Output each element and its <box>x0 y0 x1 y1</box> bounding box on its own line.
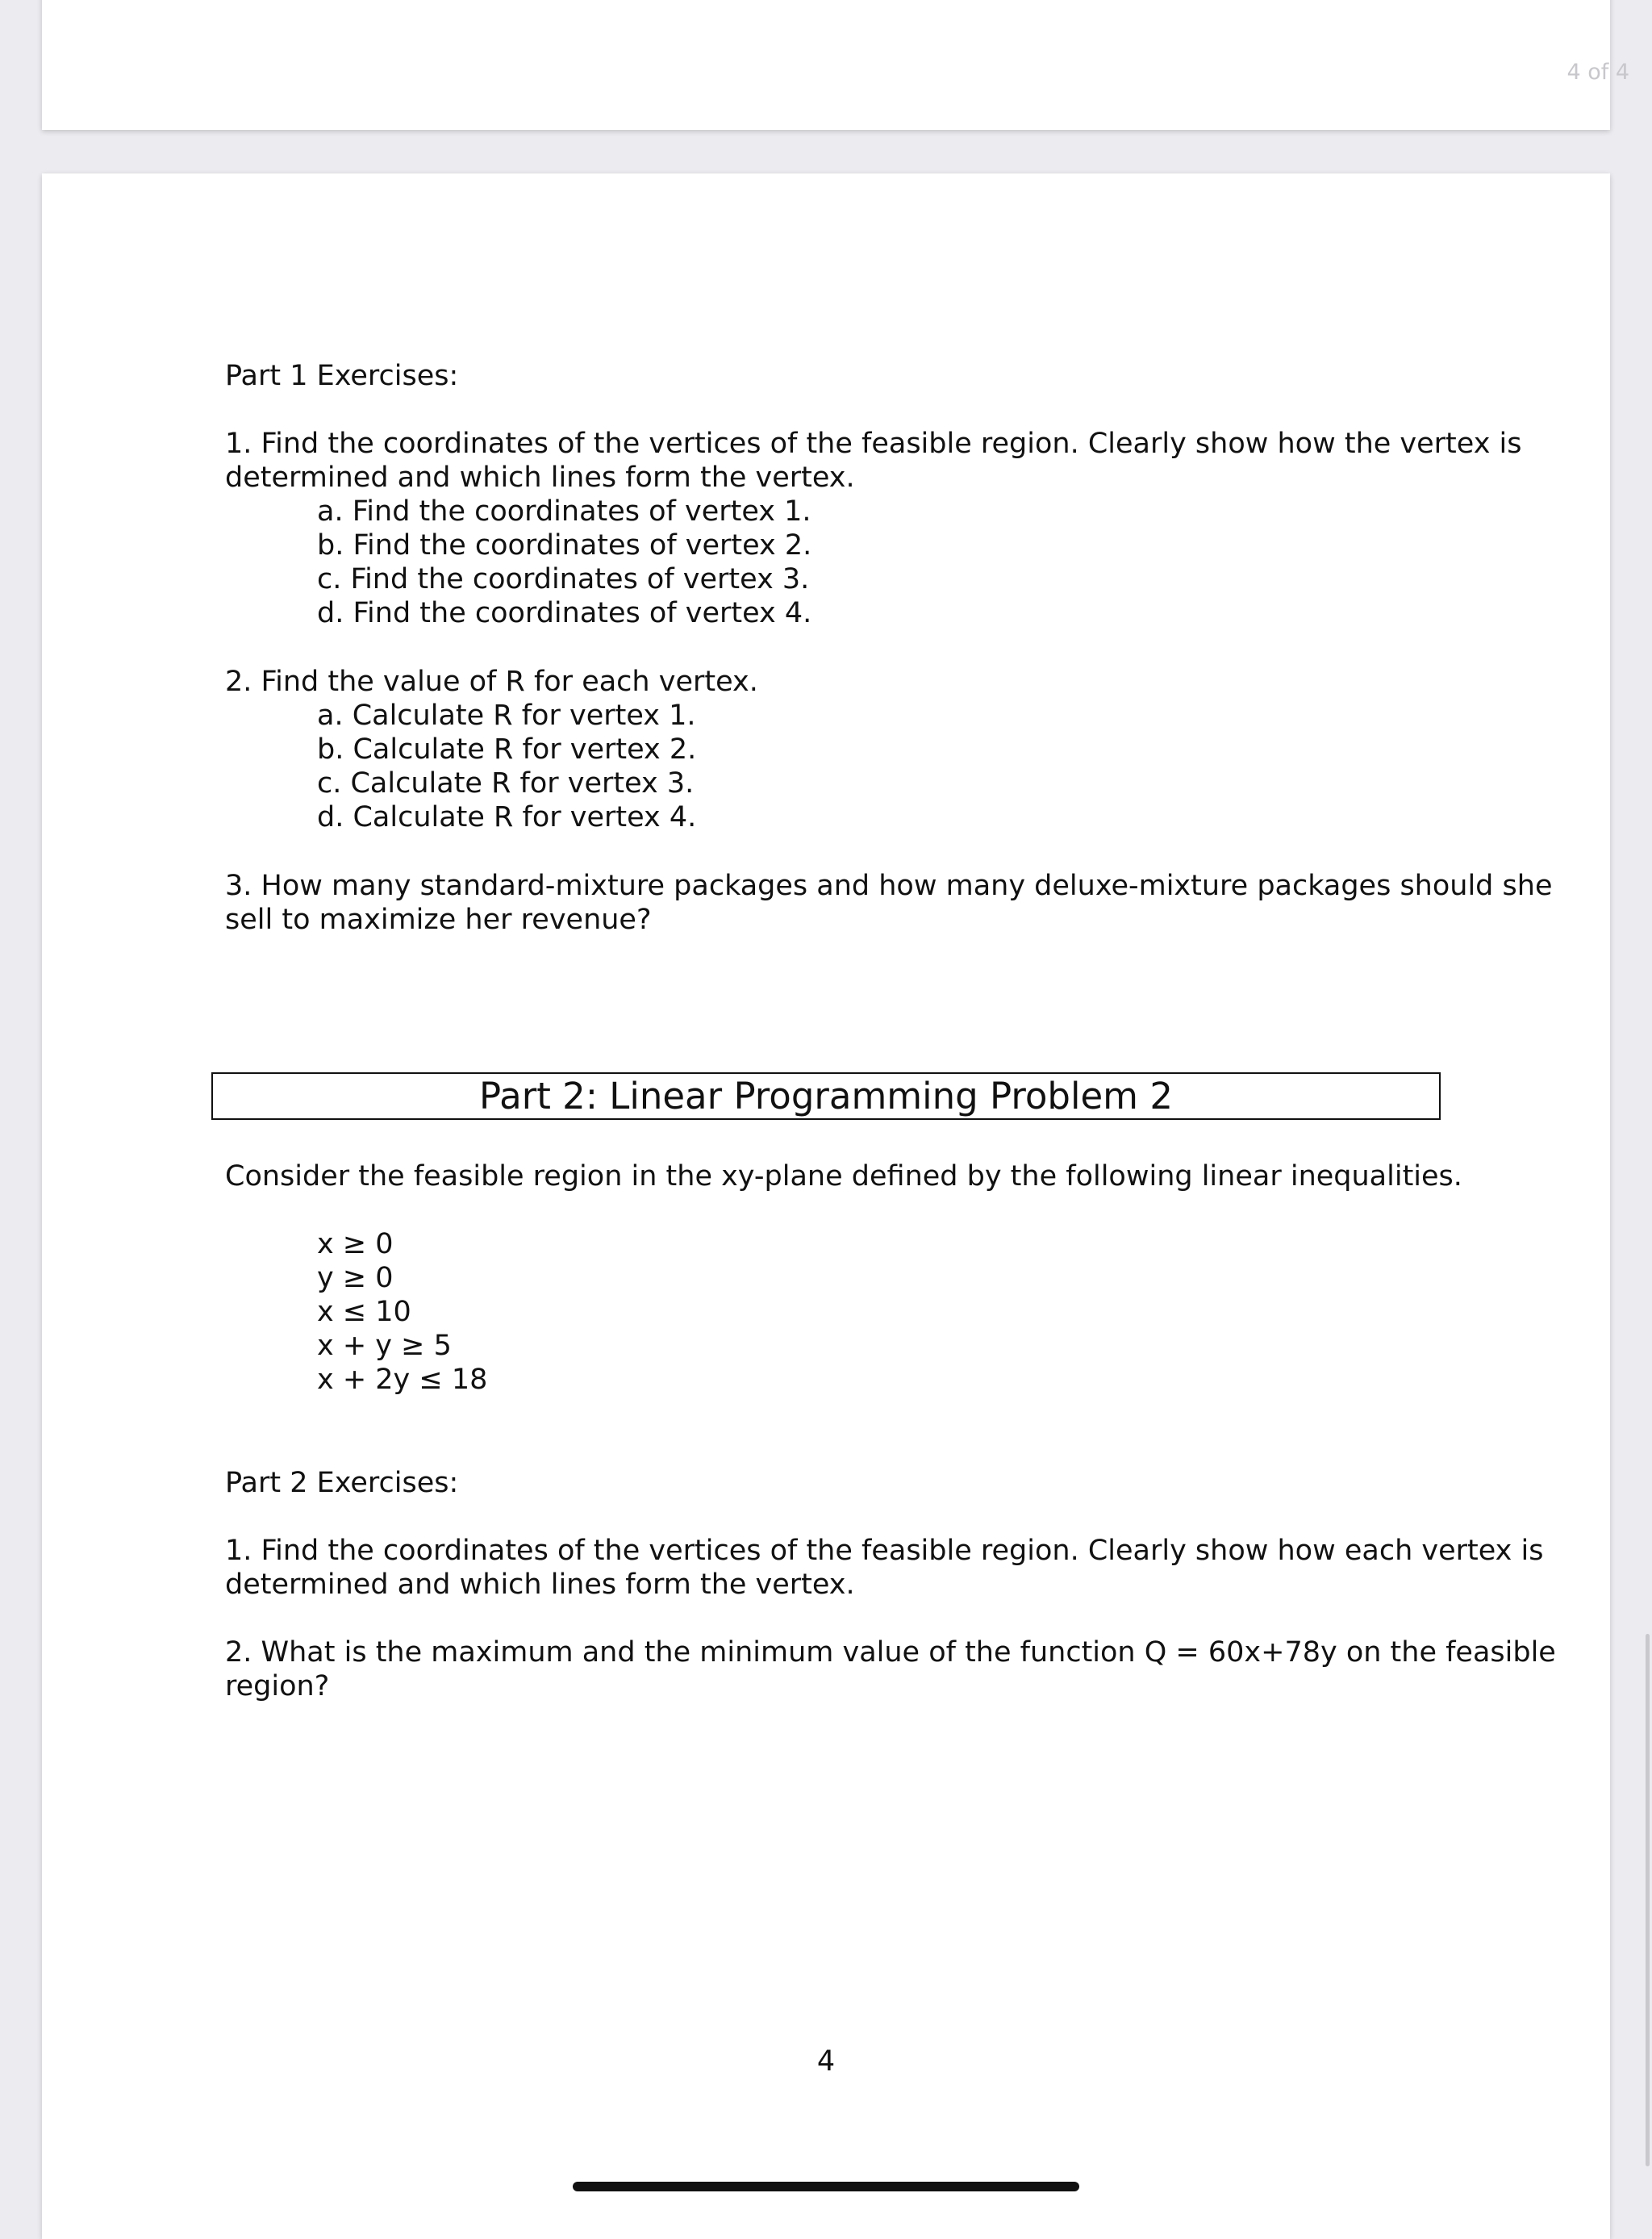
part2-title-box <box>211 1072 1441 1120</box>
part2-q1-line1: 1. Find the coordinates of the vertices of the feasible region. Clearly show how each vertex is <box>225 1535 1544 1567</box>
part1-q1-item-b: b. Find the coordinates of vertex 2. <box>317 529 812 562</box>
part1-q2-line1: 2. Find the value of R for each vertex. <box>225 666 758 698</box>
previous-page <box>42 0 1610 130</box>
page-counter: 4 of 4 <box>1566 60 1629 85</box>
part2-intro: Consider the feasible region in the xy-plane defined by the following linear inequalities. <box>225 1160 1462 1193</box>
part1-q2-item-a: a. Calculate R for vertex 1. <box>317 700 696 732</box>
part1-q1-item-a: a. Find the coordinates of vertex 1. <box>317 495 811 528</box>
part2-q2-line1: 2. What is the maximum and the minimum value of the function Q = 60x+78y on the feasible <box>225 1636 1556 1669</box>
part1-q1-item-d: d. Find the coordinates of vertex 4. <box>317 597 812 629</box>
part1-q1-item-c: c. Find the coordinates of vertex 3. <box>317 563 810 595</box>
inequality-3: x ≤ 10 <box>317 1296 411 1328</box>
part1-q2-item-c: c. Calculate R for vertex 3. <box>317 767 695 800</box>
scrollbar[interactable] <box>1646 1634 1650 2166</box>
page-number: 4 <box>816 2045 836 2078</box>
home-indicator[interactable] <box>573 2182 1079 2191</box>
inequality-1: x ≥ 0 <box>317 1228 394 1260</box>
part1-q2-item-b: b. Calculate R for vertex 2. <box>317 733 697 766</box>
part1-q2-item-d: d. Calculate R for vertex 4. <box>317 801 697 833</box>
part2-title: Part 2: Linear Programming Problem 2 <box>479 1075 1173 1117</box>
inequality-4: x + y ≥ 5 <box>317 1330 452 1362</box>
part1-q3-line1: 3. How many standard-mixture packages and how many deluxe-mixture packages should she <box>225 870 1553 902</box>
part1-heading: Part 1 Exercises: <box>225 360 459 392</box>
part2-exercises-heading: Part 2 Exercises: <box>225 1467 459 1499</box>
document-page <box>42 173 1610 2239</box>
inequality-5: x + 2y ≤ 18 <box>317 1364 488 1396</box>
part1-q1-line1: 1. Find the coordinates of the vertices of the feasible region. Clearly show how the vertex is <box>225 428 1522 460</box>
part1-q1-line2: determined and which lines form the vertex. <box>225 462 855 494</box>
part2-q2-line2: region? <box>225 1670 330 1702</box>
part1-q3-line2: sell to maximize her revenue? <box>225 904 652 936</box>
inequality-2: y ≥ 0 <box>317 1262 394 1294</box>
part2-q1-line2: determined and which lines form the vertex. <box>225 1569 855 1601</box>
